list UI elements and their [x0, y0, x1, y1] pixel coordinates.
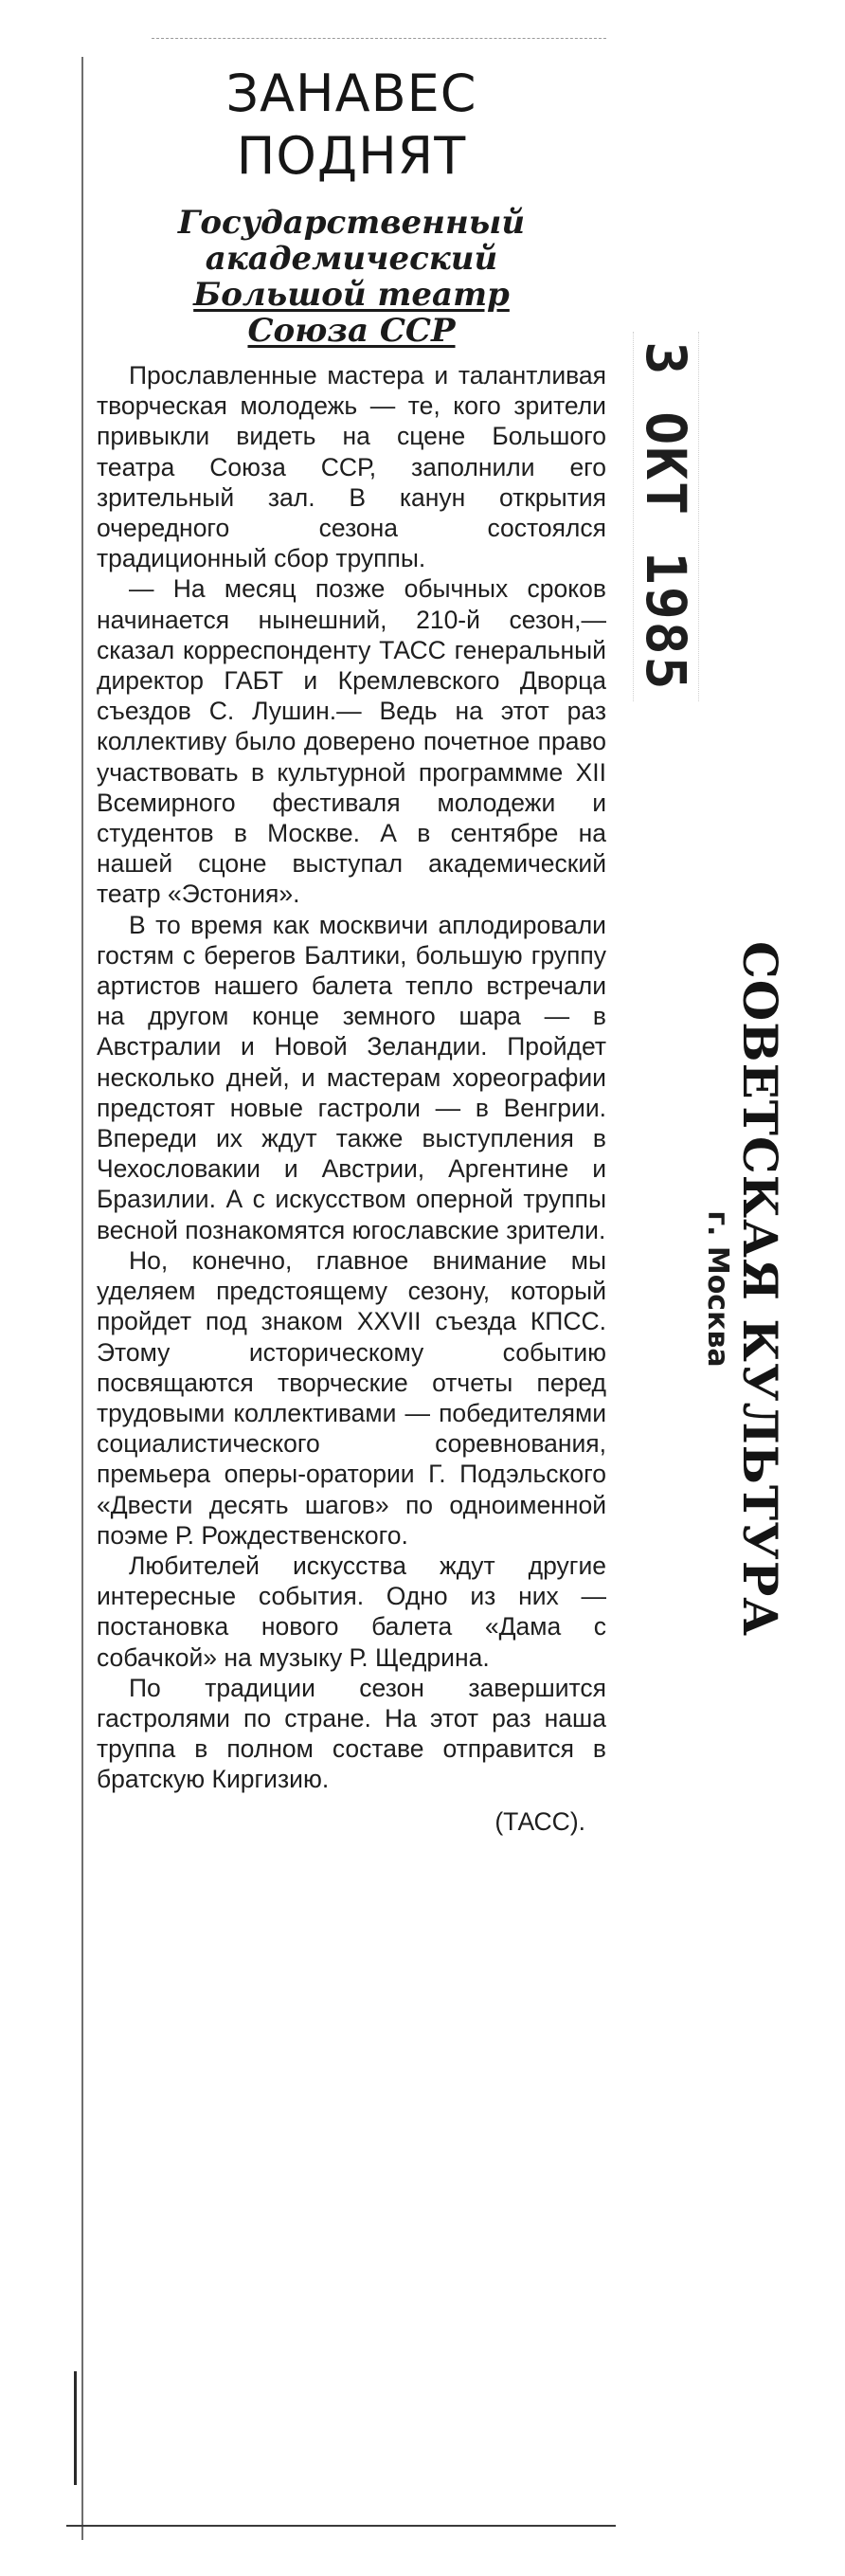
- article: [97, 63, 606, 1837]
- paragraph: По традиции сезон завершится гастролями по стране. На этот раз наша труппа в полном составе отправится в братскую Киргизию.: [97, 1673, 606, 1794]
- byline-tass: (ТАСС).: [494, 1806, 585, 1836]
- article-body: [97, 360, 606, 1795]
- paragraph: Прославленные мастера и талантливая творческая молодежь — те, кого зрители привыкли видеть на сцене Большого театра Союза ССР, заполнили его зрительный зал. В канун открытия очередного сезона состоялся традиционный сбор труппы.: [97, 361, 606, 573]
- date-stamp-text: 3 ОКТ 1985: [634, 341, 698, 692]
- column-rule: [81, 57, 83, 2540]
- paragraph: — На месяц позже обычных сроков начинается нынешний, 210-й сезон,— сказал корреспонденту ТАСС генеральный директор ГАБТ и Кремлевского Дворца съездов С. Лушин.— Ведь на этот раз коллективу было доверено почетное право участвовать в культурной программме XII Всемирного фестиваля молодежи и студентов в Москве. А в сентябре на нашей сцоне выступал академический театр «Эстония».: [97, 574, 606, 909]
- paragraph: В то время как москвичи аплодировали гостям с берегов Балтики, большую группу артистов нашего балета тепло встречали на другом конце земного шара — в Австралии и Новой Зеландии. Пройдет несколько дней, и мастерам хореографии предстоят новые гастроли — в Венгрии. Впереди их ждут также выступления в Чехословакии и Австрии, Аргентине и Бразилии. А с искусством оперной труппы весной познакомятся югославские зрители.: [97, 910, 606, 1244]
- date-stamp: [633, 332, 699, 701]
- headline: [97, 63, 606, 188]
- clipping-bottom-rule: [66, 2525, 616, 2527]
- headline-line: ПОДНЯТ: [236, 126, 467, 186]
- subheading: [97, 205, 606, 349]
- newspaper-city: г. Москва: [701, 1210, 734, 1368]
- margin-mark: [74, 2371, 77, 2485]
- newspaper-name: СОВЕТСКАЯ КУЛЬТУРА: [732, 940, 788, 1638]
- subheading-line: Союза ССР: [247, 312, 456, 350]
- subheading-line: Государственный: [177, 204, 526, 242]
- newspaper-stamp-text: [700, 940, 788, 1638]
- paragraph: Любителей искусства ждут другие интересные события. Одно из них — постановка нового балета «Дама с собачкой» на музыку Р. Щедрина.: [97, 1551, 606, 1672]
- subheading-line: академический: [205, 240, 498, 278]
- paragraph: Но, конечно, главное внимание мы уделяем предстоящему сезону, который пройдет под знаком XXVII съезда КПСС. Этому историческому событию посвящаются творческие отчеты перед трудовыми коллективами — победителями социалистического соревнования, премьера оперы-оратории Г. Подэльского «Двести десять шагов» по одноименной поэме Р. Рождественского.: [97, 1245, 606, 1550]
- subheading-line: Большой театр: [193, 276, 510, 314]
- headline-line: ЗАНАВЕС: [225, 63, 477, 123]
- clipping-top-edge: [152, 38, 606, 39]
- newspaper-stamp: [697, 940, 788, 1638]
